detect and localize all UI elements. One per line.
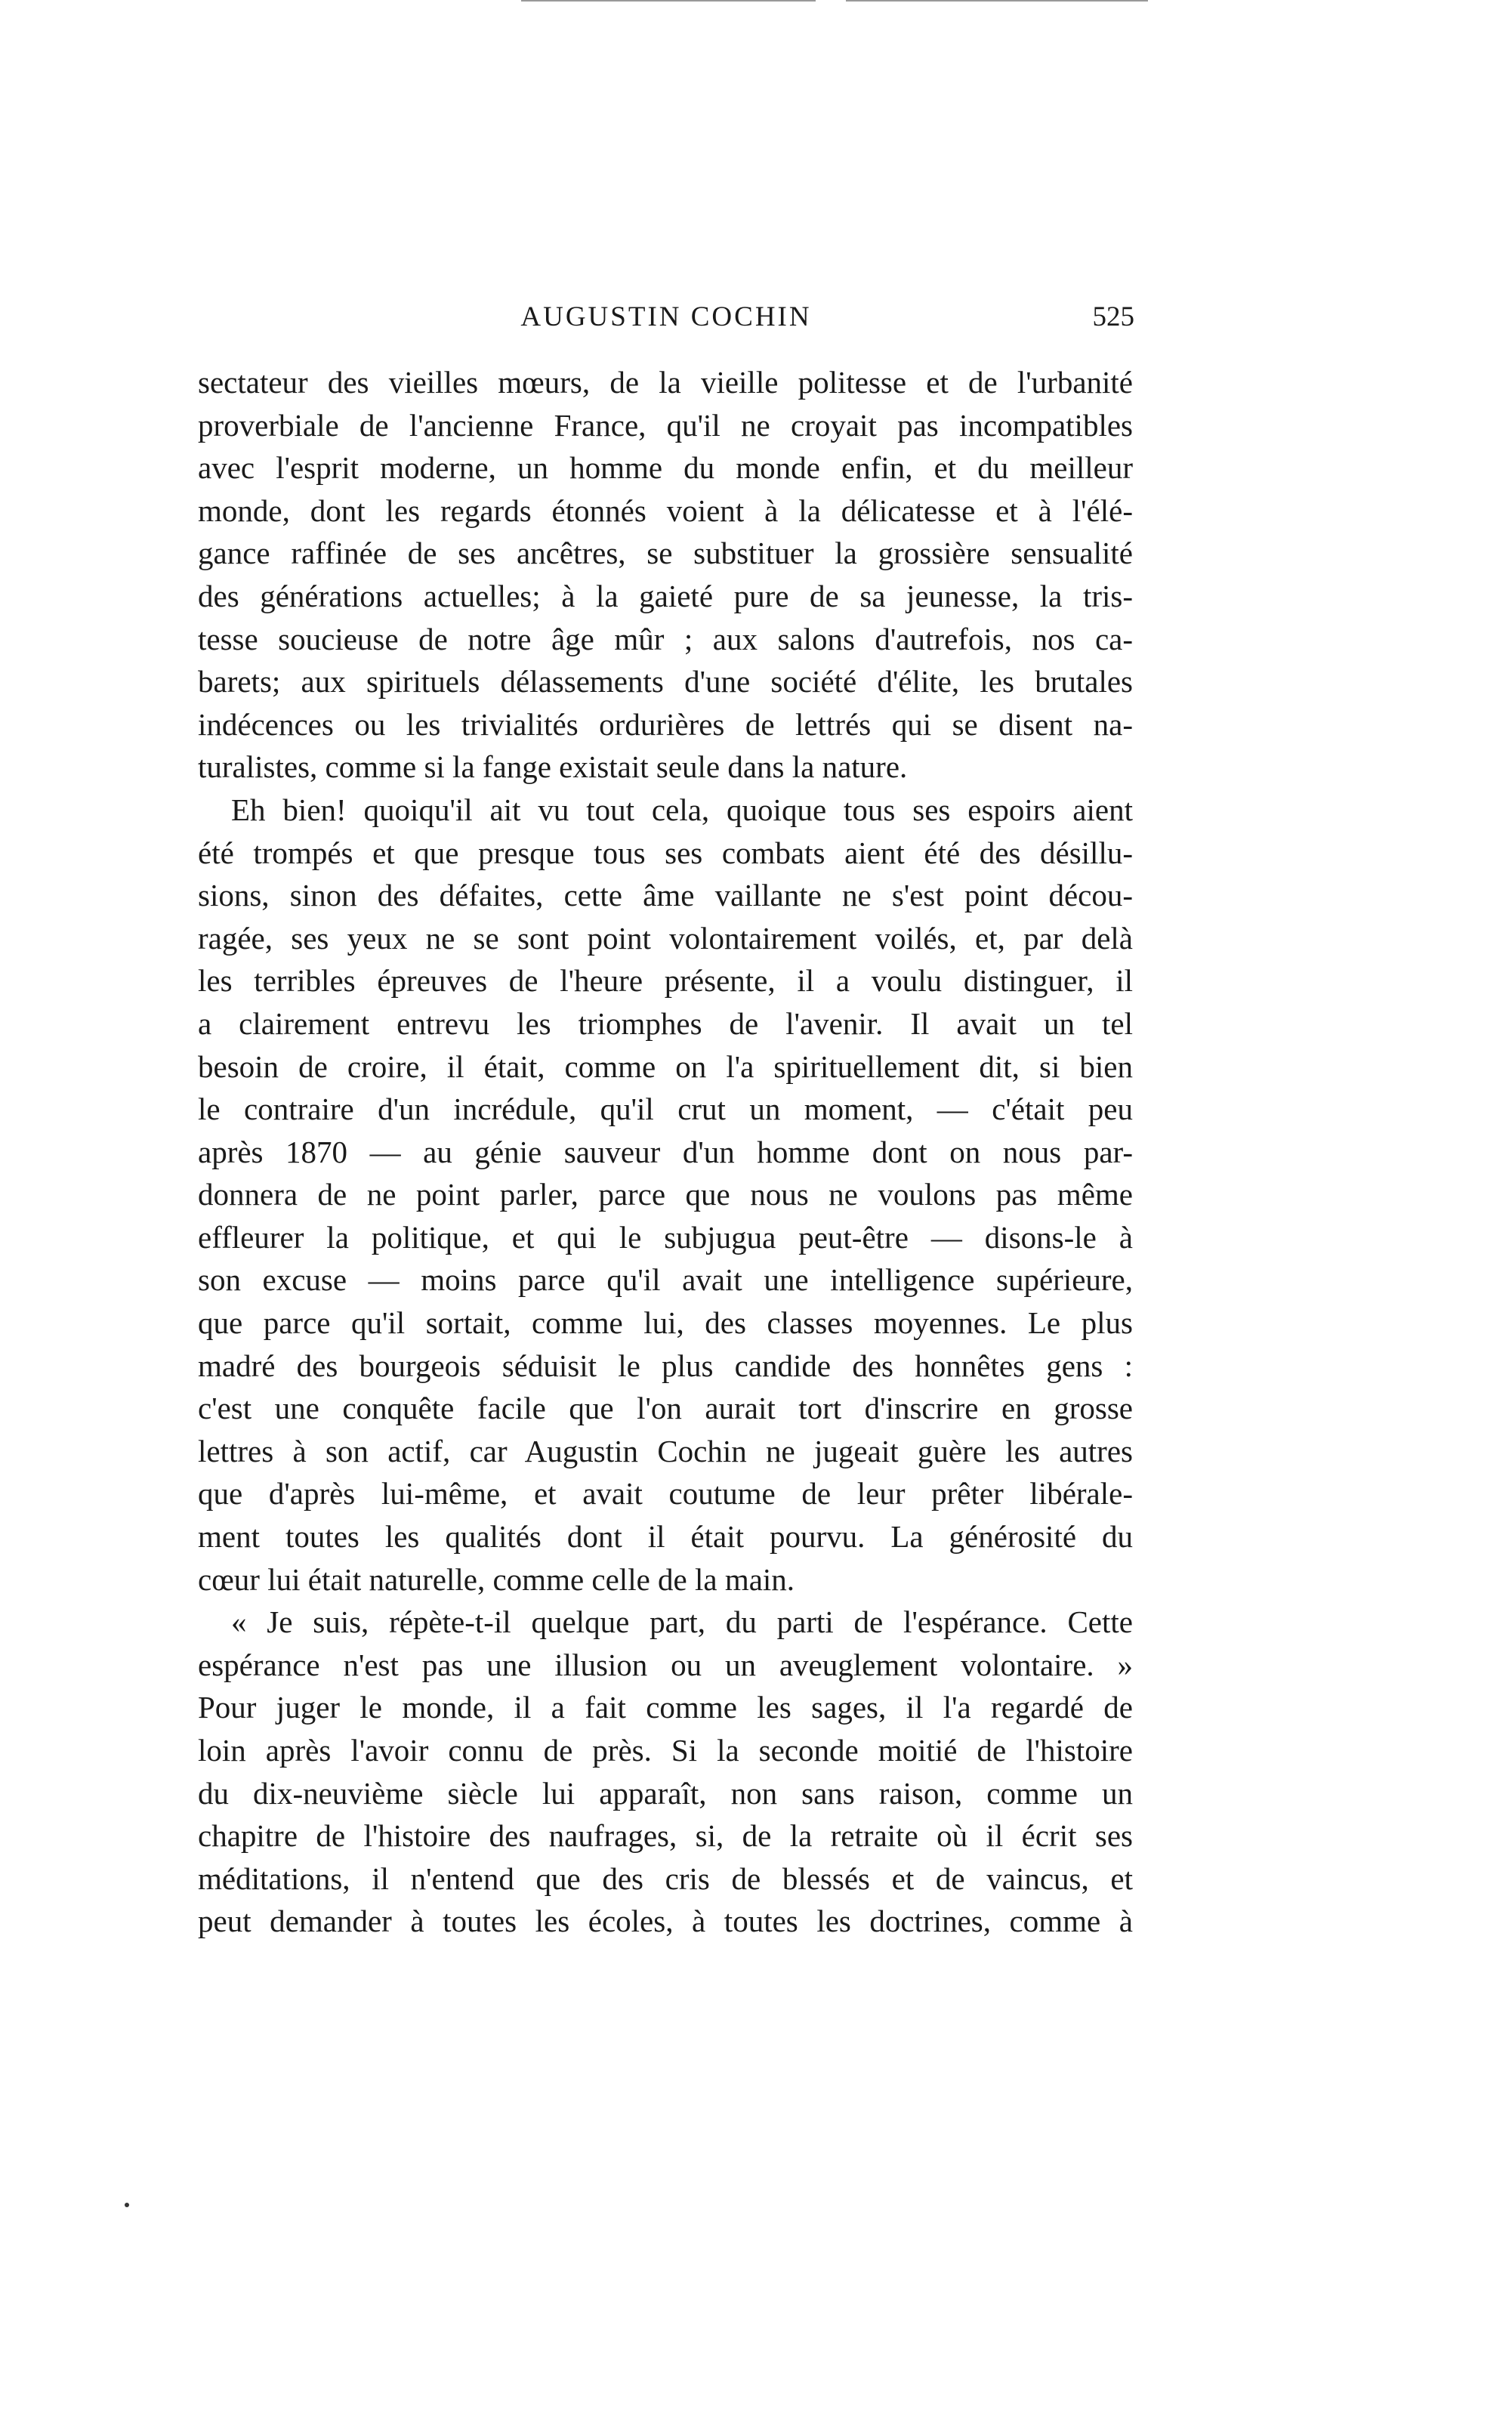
text-line: loin après l'avoir connu de près. Si la seconde moitié de l'histoire [198,1733,1133,1768]
text-line: les terribles épreuves de l'heure présente, il a voulu distinguer, il [198,963,1133,999]
page-number: 525 [1092,301,1134,332]
text-line: chapitre de l'histoire des naufrages, si, de la retraite où il écrit ses [198,1818,1133,1854]
text-line: espérance n'est pas une illusion ou un aveuglement volontaire. » [198,1647,1133,1682]
text-line: c'est une conquête facile que l'on aurait tort d'inscrire en grosse [198,1391,1133,1426]
text-line: lettres à son actif, car Augustin Cochin ne jugeait guère les autres [198,1433,1133,1468]
text-line: « Je suis, répète-t-il quelque part, du parti de l'espérance. Cette [231,1604,1133,1640]
text-line: barets; aux spirituels délassements d'une société d'élite, les brutales [198,664,1133,699]
text-line: été trompés et que presque tous ses combats aient été des désillu- [198,835,1133,870]
text-line: a clairement entrevu les triomphes de l'avenir. Il avait un tel [198,1005,1133,1041]
text-line: que parce qu'il sortait, comme lui, des classes moyennes. Le plus [198,1305,1133,1341]
body-text [198,361,1133,1943]
text-line: le contraire d'un incrédule, qu'il crut un moment, — c'était peu [198,1092,1133,1127]
text-line: Pour juger le monde, il a fait comme les sages, il l'a regardé de [198,1690,1133,1725]
text-line: indécences ou les trivialités ordurières de lettrés qui se disent na- [198,706,1133,742]
text-line: turalistes, comme si la fange existait seule dans la nature. [198,749,908,785]
page-header [198,301,1134,343]
text-line: proverbiale de l'ancienne France, qu'il ne croyait pas incompatibles [198,407,1133,443]
text-line: monde, dont les regards étonnés voient à la délicatesse et à l'élé- [198,493,1133,528]
text-line: Eh bien! quoiqu'il ait vu tout cela, quoique tous ses espoirs aient [231,792,1133,827]
text-line: besoin de croire, il était, comme on l'a spirituellement dit, si bien [198,1048,1133,1084]
text-line: donnera de ne point parler, parce que nous ne voulons pas même [198,1177,1133,1212]
text-line: ment toutes les qualités dont il était pourvu. La générosité du [198,1519,1133,1555]
running-title: AUGUSTIN COCHIN [520,301,812,332]
text-line: des générations actuelles; à la gaieté pure de sa jeunesse, la tris- [198,578,1133,613]
text-line: avec l'esprit moderne, un homme du monde enfin, et du meilleur [198,450,1133,486]
text-line: peut demander à toutes les écoles, à toutes les doctrines, comme à [198,1904,1133,1939]
scan-speck [125,2203,129,2207]
text-line: effleurer la politique, et qui le subjugua peut-être — disons-le à [198,1219,1133,1255]
text-line: méditations, il n'entend que des cris de blessés et de vaincus, et [198,1861,1133,1896]
text-line: madré des bourgeois séduisit le plus candide des honnêtes gens : [198,1348,1133,1383]
scan-edge-mark [846,0,1148,2]
text-line: cœur lui était naturelle, comme celle de la main. [198,1561,795,1597]
text-line: tesse soucieuse de notre âge mûr ; aux salons d'autrefois, nos ca- [198,621,1133,656]
scan-edge-mark [521,0,816,2]
text-line: sectateur des vieilles mœurs, de la vieille politesse et de l'urbanité [198,365,1133,400]
text-line: son excuse — moins parce qu'il avait une intelligence supérieure, [198,1262,1133,1298]
text-line: que d'après lui-même, et avait coutume de leur prêter libérale- [198,1476,1133,1512]
text-line: ragée, ses yeux ne se sont point volontairement voilés, et, par delà [198,920,1133,956]
text-line: sions, sinon des défaites, cette âme vaillante ne s'est point décou- [198,878,1133,913]
text-line: gance raffinée de ses ancêtres, se substituer la grossière sensualité [198,536,1133,571]
text-line: du dix-neuvième siècle lui apparaît, non sans raison, comme un [198,1775,1133,1811]
text-line: après 1870 — au génie sauveur d'un homme dont on nous par- [198,1134,1133,1169]
